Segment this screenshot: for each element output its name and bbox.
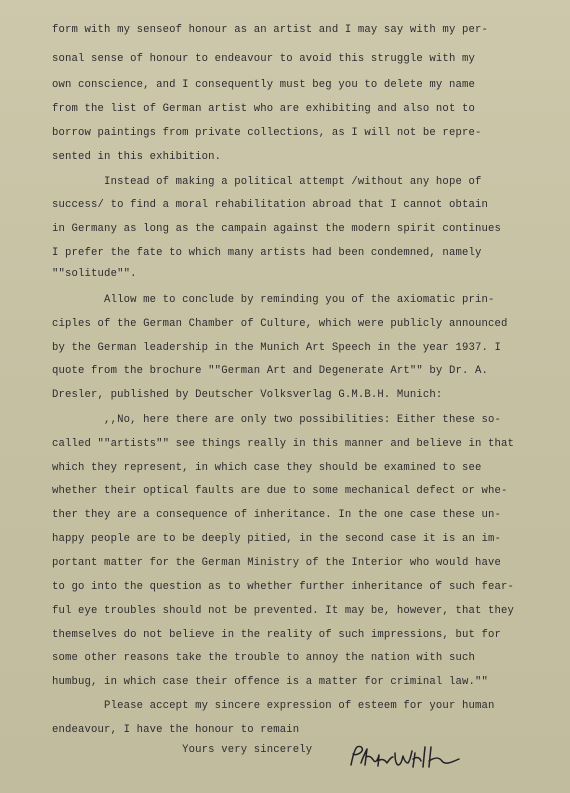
handwritten-signature [345,741,465,775]
letter-line: Allow me to conclude by reminding you of the axiomatic prin- [52,294,495,306]
letter-line: Instead of making a political attempt /without any hope of [52,176,482,188]
letter-line: ,,No, here there are only two possibilities: Either these so- [52,414,502,426]
letter-line: sonal sense of honour to endeavour to avoid this struggle with my [52,53,475,65]
letter-line: themselves do not believe in the reality of such impressions, but for [52,629,502,641]
letter-line: portant matter for the German Ministry of the Interior who would have [52,557,502,569]
letter-line: I prefer the fate to which many artists had been condemned, namely [52,247,482,259]
letter-line: success/ to find a moral rehabilitation abroad that I cannot obtain [52,199,488,211]
letter-line: by the German leadership in the Munich Art Speech in the year 1937. I [52,342,502,354]
letter-line: some other reasons take the trouble to annoy the nation with such [52,652,475,664]
letter-line: happy people are to be deeply pitied, in the second case it is an im- [52,533,502,545]
letter-line: borrow paintings from private collections, as I will not be repre- [52,127,482,139]
letter-line: ful eye troubles should not be prevented. It may be, however, that they [52,605,515,617]
letter-line: which they represent, in which case they should be examined to see [52,462,482,474]
letter-line: endeavour, I have the honour to remain [52,724,300,736]
letter-line: Yours very sincerely [52,744,313,756]
letter-line: ther they are a consequence of inheritance. In the one case these un- [52,509,502,521]
letter-line: ciples of the German Chamber of Culture, which were publicly announced [52,318,508,330]
letter-line: whether their optical faults are due to some mechanical defect or whe- [52,485,508,497]
letter-line: in Germany as long as the campain against the modern spirit continues [52,223,502,235]
letter-line: own conscience, and I consequently must beg you to delete my name [52,79,475,91]
letter-line: Dresler, published by Deutscher Volksverlag G.M.B.H. Munich: [52,389,443,401]
letter-line: quote from the brochure ""German Art and Degenerate Art"" by Dr. A. [52,365,488,377]
letter-line: Please accept my sincere expression of esteem for your human [52,700,495,712]
letter-line: to go into the question as to whether further inheritance of such fear- [52,581,515,593]
letter-line: ""solitude"". [52,268,137,280]
letter-line: from the list of German artist who are exhibiting and also not to [52,103,475,115]
letter-line: form with my senseof honour as an artist and I may say with my per- [52,24,488,36]
letter-line: called ""artists"" see things really in this manner and believe in that [52,438,515,450]
letter-line: humbug, in which case their offence is a matter for criminal law."" [52,676,488,688]
letter-line: sented in this exhibition. [52,151,222,163]
